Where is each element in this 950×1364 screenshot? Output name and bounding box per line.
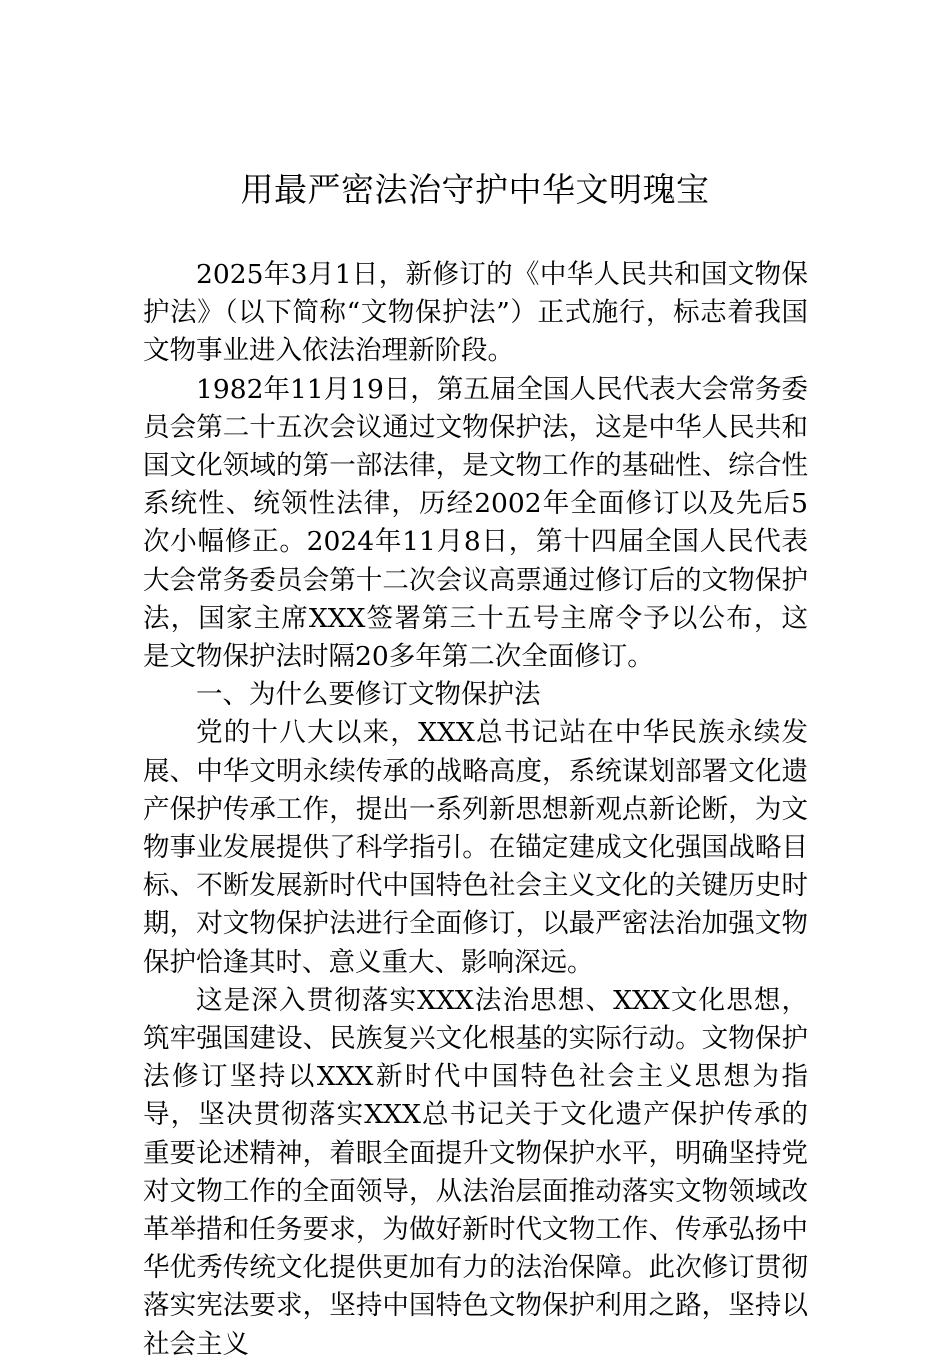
paragraph-intro: 2025年3月1日，新修订的《中华人民共和国文物保护法》（以下简称“文物保护法”）正式施行，标志着我国文物事业进入依法治理新阶段。	[143, 259, 808, 367]
paragraph-background: 党的十八大以来，XXX总书记站在中华民族永续发展、中华文明永续传承的战略高度，系统谋划部署文化遗产保护传承工作，提出一系列新思想新观点新论断，为文物事业发展提供了科学指引。在锚定建成文化强国战略目标、不断发展新时代中国特色社会主义文化的关键历史时期，对文物保护法进行全面修订，以最严密法治加强文物保护恰逢其时、意义重大、影响深远。	[143, 717, 808, 978]
document-title: 用最严密法治守护中华文明瑰宝	[240, 170, 710, 209]
document-body	[143, 256, 808, 1364]
section-heading-1: 一、为什么要修订文物保护法	[196, 679, 541, 711]
paragraph-history: 1982年11月19日，第五届全国人民代表大会常务委员会第二十五次会议通过文物保护法，这是中华人民共和国文化领域的第一部法律，是文物工作的基础性、综合性系统性、统领性法律，历经2002年全面修订以及先后5次小幅修正。2024年11月8日，第十四届全国人民代表大会常务委员会第十二次会议高票通过修订后的文物保护法，国家主席XXX签署第三十五号主席令予以公布，这是文物保护法时隔20多年第二次全面修订。	[143, 373, 808, 673]
paragraph-significance: 这是深入贯彻落实XXX法治思想、XXX文化思想，筑牢强国建设、民族复兴文化根基的实际行动。文物保护法修订坚持以XXX新时代中国特色社会主义思想为指导，坚决贯彻落实XXX总书记关于文化遗产保护传承的重要论述精神，着眼全面提升文物保护水平，明确坚持党对文物工作的全面领导，从法治层面推动落实文物领域改革举措和任务要求，为做好新时代文物工作、传承弘扬中华优秀传统文化提供更加有力的法治保障。此次修订贯彻落实宪法要求，坚持中国特色文物保护利用之路，坚持以社会主义	[143, 984, 808, 1360]
